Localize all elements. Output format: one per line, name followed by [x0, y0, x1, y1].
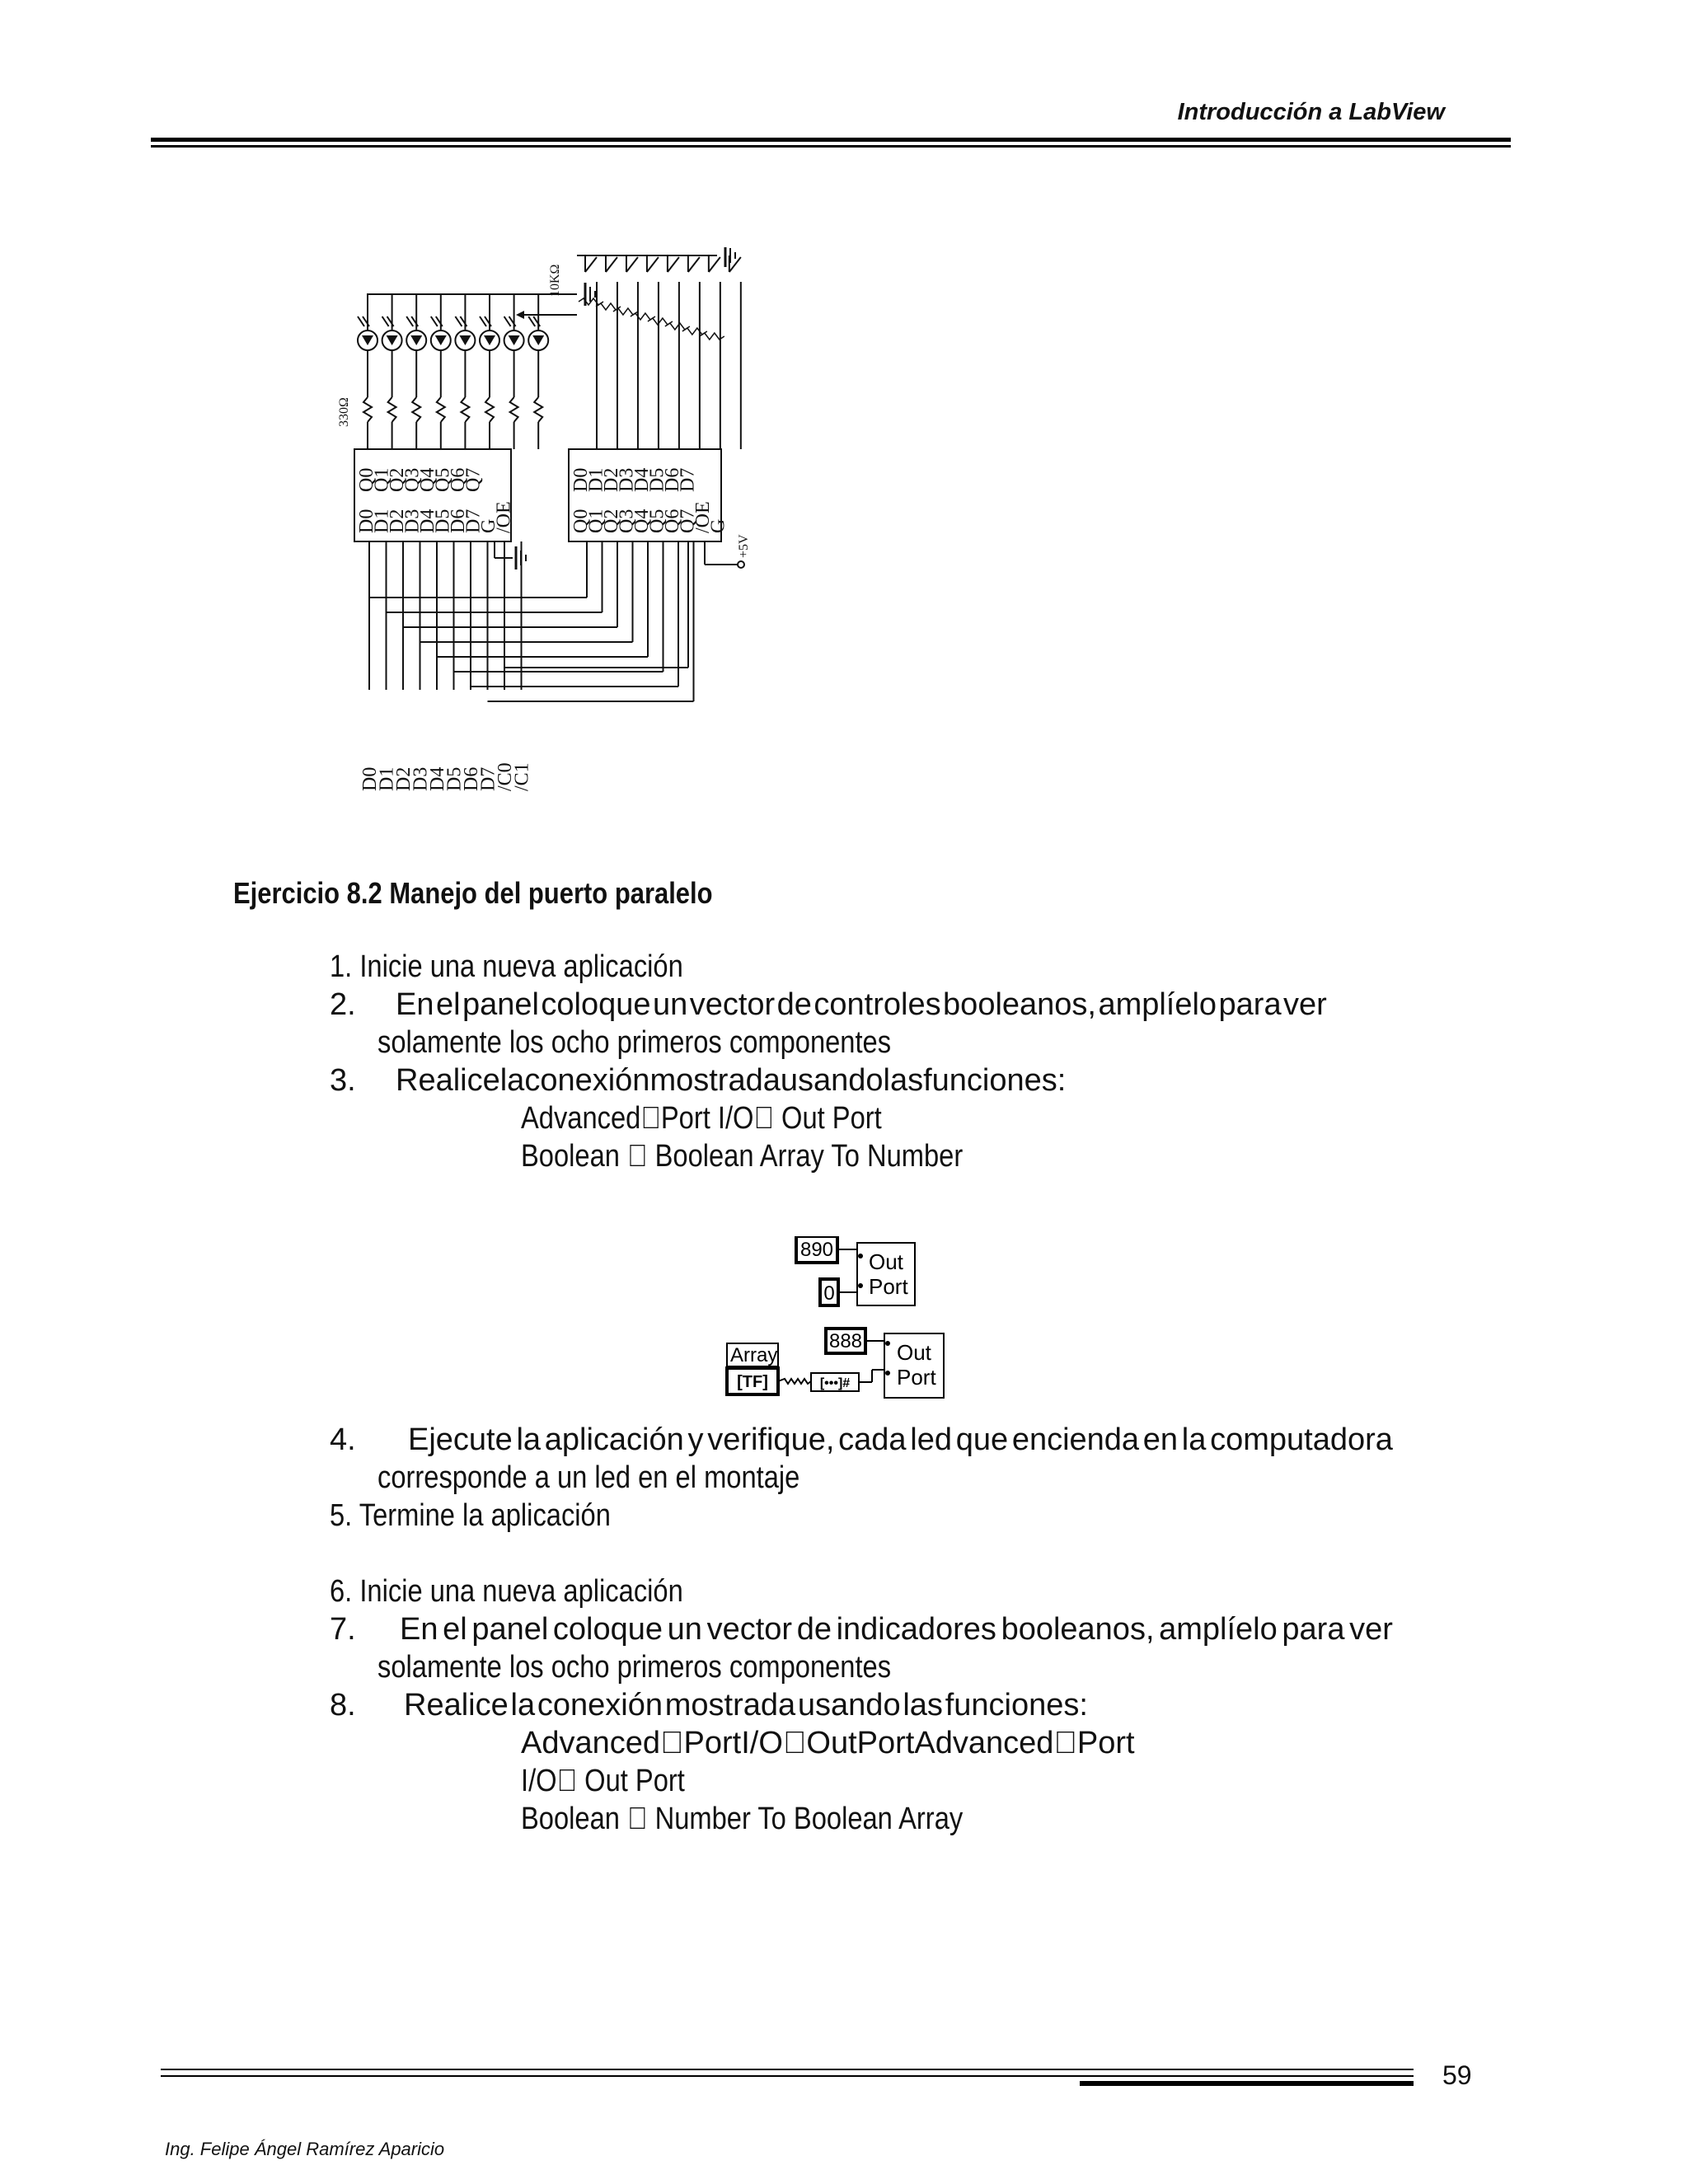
chip-pin-label: Q2	[387, 467, 408, 492]
word: conexión	[524, 1063, 650, 1098]
word: booleanos,	[1001, 1612, 1155, 1647]
port-pin-label: D2	[393, 766, 415, 791]
word: mostrada	[649, 1063, 781, 1098]
word: y	[687, 1422, 704, 1457]
port-address-text: 890	[799, 1239, 834, 1261]
word: Ejecute	[408, 1422, 513, 1457]
word: led	[910, 1422, 952, 1457]
out-port-1-label-b: Port	[869, 1274, 908, 1299]
word: Advanced Port	[875, 1726, 1082, 1760]
step-7-number: 7.	[330, 1612, 356, 1647]
chip-pin-label: D6	[448, 509, 469, 533]
step-7	[330, 1610, 1393, 1648]
function-path-2: Boolean Boolean Array To Number	[521, 1139, 935, 1174]
zero-constant-text: 0	[823, 1282, 835, 1305]
word: booleanos,	[943, 987, 1096, 1022]
step-4-number: 4.	[330, 1422, 356, 1457]
resistor-icon	[510, 397, 518, 422]
port-pin-label: D6	[461, 766, 482, 791]
step-6: 6. Inicie una nueva aplicación	[330, 1574, 683, 1609]
chip-pin-label: D5	[432, 509, 454, 533]
step-1: 1. Inicie una nueva aplicación	[330, 949, 683, 984]
word: que	[955, 1422, 1009, 1457]
chip-pin-label: Q0	[356, 467, 377, 492]
chip-pin-label: D2	[601, 467, 622, 492]
word: usando	[797, 1688, 901, 1722]
step-4-words	[408, 1421, 1393, 1459]
word: para	[1282, 1612, 1345, 1647]
chip-pin-label: Q0	[570, 509, 592, 533]
resistor-icon	[388, 397, 396, 422]
word: computadora	[1210, 1422, 1393, 1457]
chip-pin-label: D3	[616, 467, 638, 492]
word: encienda	[1011, 1422, 1140, 1457]
port-pin-label: /C1	[511, 762, 533, 791]
word: controles	[814, 987, 941, 1022]
word: un	[652, 987, 688, 1022]
word: de	[776, 987, 812, 1022]
word: amplíelo	[1159, 1612, 1278, 1647]
word: usando	[780, 1063, 884, 1098]
word: indicadores	[836, 1612, 996, 1647]
step-8-number: 8.	[330, 1688, 356, 1722]
chip-pin-label: D3	[401, 509, 424, 533]
function-path-5: Boolean Number To Boolean Array	[521, 1802, 935, 1836]
word: En	[396, 987, 434, 1022]
word: Advanced Port	[521, 1726, 727, 1760]
word: la	[1181, 1422, 1207, 1457]
chip-pin-label: D2	[387, 509, 408, 533]
page-number: 59	[1442, 2060, 1472, 2090]
footer-rule	[161, 2069, 1414, 2070]
word: En	[400, 1612, 438, 1647]
chip-pin-label: D0	[356, 509, 377, 533]
word: verifique,	[707, 1422, 835, 1457]
word: la	[516, 1422, 542, 1457]
word: la	[510, 1688, 536, 1722]
word: coloque	[541, 987, 651, 1022]
chip-pin-label: /OE	[493, 501, 515, 533]
chip-pin-label: D1	[371, 509, 393, 533]
footer-rule-thick	[1080, 2081, 1414, 2086]
word: ver	[1283, 987, 1327, 1022]
resistor-icon	[485, 397, 494, 422]
resistor-icon	[363, 397, 372, 422]
step-3-words	[396, 1062, 1067, 1099]
word: las	[883, 1063, 924, 1098]
supply-terminal	[738, 561, 744, 568]
chip-pin-label: D4	[417, 509, 438, 533]
labview-block-diagram	[725, 1236, 973, 1418]
step-2	[330, 986, 1327, 1024]
footer-author: Ing. Felipe Ángel Ramírez Aparicio	[165, 2139, 445, 2159]
word: cada	[838, 1422, 907, 1457]
array-label-text: Array	[730, 1344, 778, 1366]
function-path-1: Advanced Port I/O Out Port	[521, 1101, 849, 1136]
led-resistor-label: 330Ω	[337, 397, 351, 427]
exercise-heading: Ejercicio 8.2 Manejo del puerto paralelo	[233, 876, 713, 910]
step-8-words	[404, 1686, 1088, 1724]
chip-pin-label: D6	[662, 467, 683, 492]
running-header-title: Introducción a LabView	[1177, 99, 1445, 125]
step-2-continued: solamente los ocho primeros componentes	[377, 1025, 892, 1060]
chip-pin-label: Q7	[462, 467, 485, 492]
chip-pin-label: Q7	[677, 509, 699, 533]
port-pin-label: D4	[427, 766, 448, 791]
address-indicator-text: 888	[828, 1330, 863, 1352]
chip-pin-label: /OE	[692, 501, 714, 533]
resistor-icon	[437, 397, 445, 422]
word: mostrada	[664, 1688, 796, 1722]
chip-pin-label: Q4	[417, 467, 438, 492]
word: aplicación	[544, 1422, 684, 1457]
word: coloque	[552, 1612, 663, 1647]
word: un	[667, 1612, 702, 1647]
word: vector	[706, 1612, 793, 1647]
chip-pin-label: D5	[646, 467, 668, 492]
word: Realice	[404, 1688, 509, 1722]
word: funciones:	[923, 1063, 1067, 1098]
function-path-4: I/O Out Port	[521, 1764, 665, 1798]
supply-label: +5V	[737, 534, 751, 558]
header-rule-thin	[151, 145, 1511, 148]
word: el	[443, 1612, 467, 1647]
converter-glyph: [•••]#	[819, 1376, 851, 1390]
word: panel	[462, 987, 539, 1022]
word: en	[1142, 1422, 1179, 1457]
word: funciones:	[945, 1688, 1088, 1722]
word: las	[903, 1688, 943, 1722]
port-pin-label: D1	[376, 766, 398, 791]
word: Realice	[396, 1063, 500, 1098]
chip-pin-label: D4	[631, 467, 653, 492]
chip-pin-label: Q1	[585, 509, 607, 533]
switch-resistor-label: 10KΩ	[548, 264, 562, 297]
port-pin-label: D0	[359, 766, 381, 791]
port-pin-label: D5	[443, 766, 466, 791]
out-port-1-label-a: Out	[869, 1249, 903, 1274]
chip-pin-label: Q2	[601, 509, 622, 533]
step-4-continued: corresponde a un led en el montaje	[377, 1460, 800, 1495]
word: conexión	[537, 1688, 663, 1722]
header-rule	[151, 138, 1511, 142]
word: el	[435, 987, 461, 1022]
word: de	[796, 1612, 832, 1647]
out-port-2-label-a: Out	[897, 1340, 931, 1365]
step-4	[330, 1421, 1393, 1459]
word: I/O	[726, 1726, 768, 1760]
out-port-2-label-b: Port	[897, 1365, 936, 1390]
parallel-port-circuit-diagram	[330, 247, 1006, 808]
chip-pin-label: G	[707, 518, 729, 533]
step-8	[330, 1686, 1088, 1724]
footer-rule-2	[161, 2075, 1414, 2077]
chip-pin-label: Q5	[432, 467, 454, 492]
word: amplíelo	[1098, 987, 1217, 1022]
step-3	[330, 1062, 1067, 1099]
word: la	[499, 1063, 525, 1098]
word: Out	[767, 1726, 819, 1760]
word: Port	[818, 1726, 876, 1760]
step-7-continued: solamente los ocho primeros componentes	[377, 1650, 892, 1685]
boolean-array-text: [TF]	[737, 1373, 768, 1391]
step-3-number: 3.	[330, 1063, 356, 1098]
step-2-number: 2.	[330, 987, 356, 1022]
chip-pin-label: Q6	[448, 467, 469, 492]
chip-pin-label: D0	[570, 467, 592, 492]
port-pin-label: D7	[477, 766, 499, 791]
chip-pin-label: Q4	[631, 509, 653, 533]
chip-pin-label: Q3	[401, 467, 424, 492]
port-pin-label: /C0	[495, 762, 516, 791]
chip-pin-label: D7	[677, 467, 699, 492]
function-path-3	[521, 1724, 1081, 1762]
chip-pin-label: Q6	[662, 509, 683, 533]
chip-pin-label: G	[478, 518, 499, 533]
step-2-words	[396, 986, 1327, 1024]
word: para	[1218, 987, 1282, 1022]
chip-pin-label: Q5	[646, 509, 668, 533]
resistor-icon	[412, 397, 420, 422]
resistor-icon	[534, 397, 542, 422]
resistor-icon	[461, 397, 469, 422]
word: vector	[689, 987, 776, 1022]
chip-pin-label: D1	[585, 467, 607, 492]
chip-pin-label: Q1	[371, 467, 393, 492]
step-5: 5. Termine la aplicación	[330, 1498, 611, 1533]
port-pin-label: D3	[410, 766, 432, 791]
chip-pin-label: D7	[462, 509, 485, 533]
word: panel	[471, 1612, 549, 1647]
chip-pin-label: Q3	[616, 509, 638, 533]
step-7-words	[400, 1610, 1393, 1648]
word: ver	[1349, 1612, 1393, 1647]
